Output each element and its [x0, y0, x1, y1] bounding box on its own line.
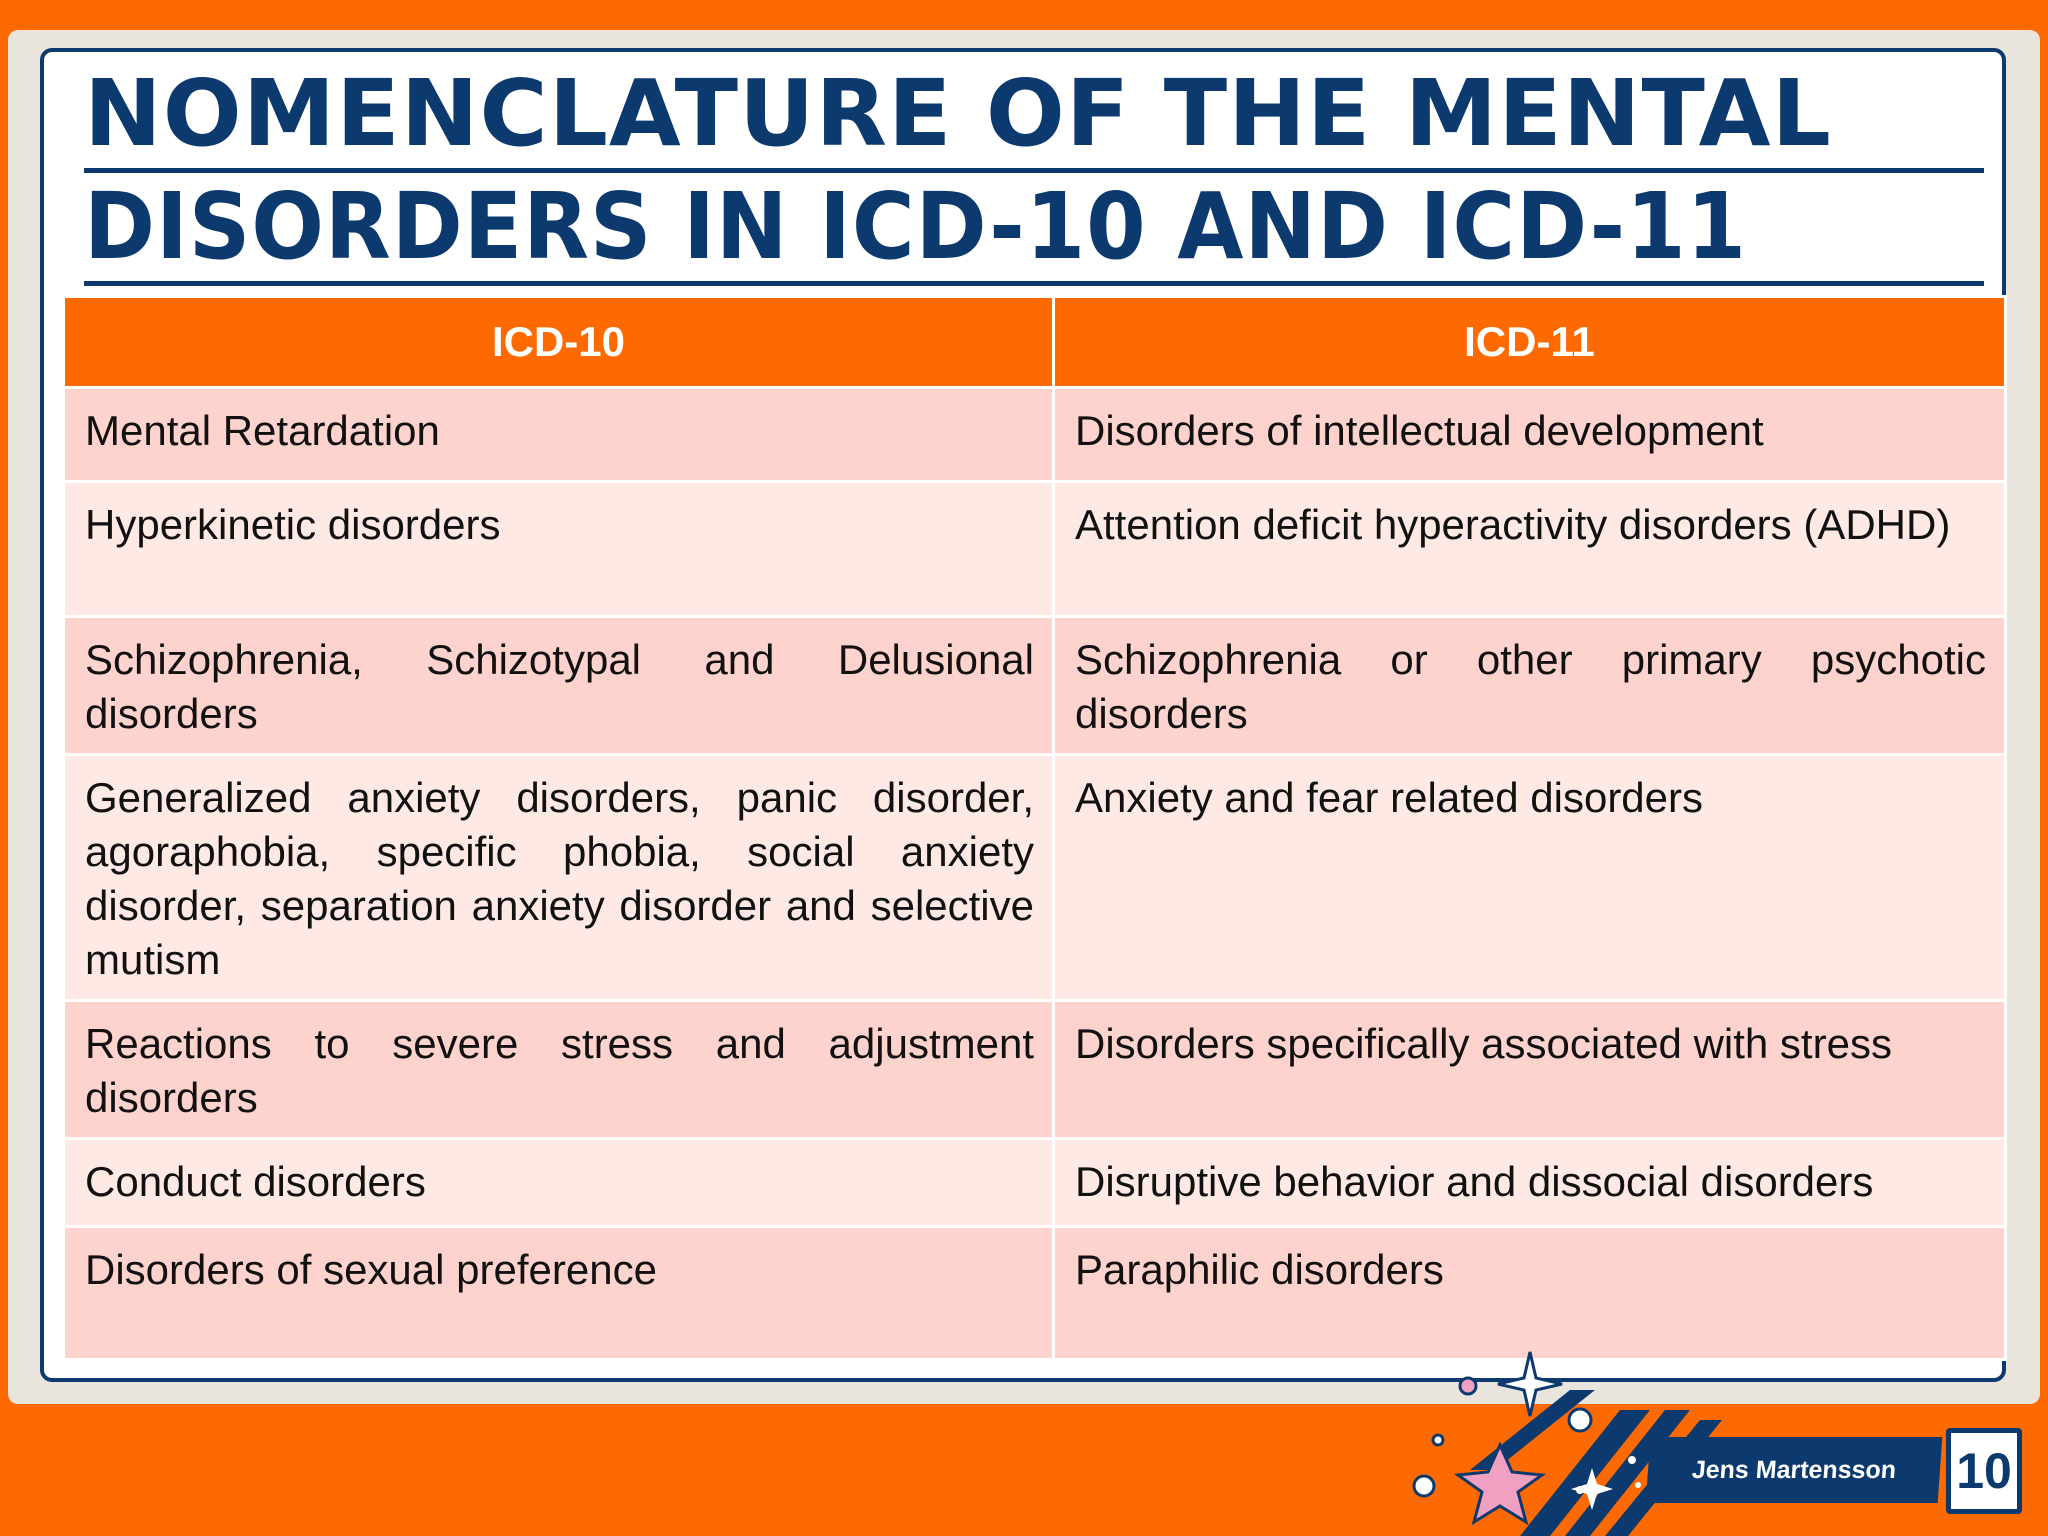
- title-line-1-text: NOMENCLATURE OF THE MENTAL: [84, 60, 1832, 167]
- table-row: [64, 482, 2006, 617]
- page-number: 10: [1956, 1443, 2012, 1499]
- comparison-table: [62, 295, 2007, 1361]
- page-number-badge: [1946, 1428, 2022, 1514]
- table-row: [64, 388, 2006, 482]
- cell-icd10: Reactions to severe stress and adjustment disorders: [64, 1001, 1054, 1139]
- table-row: [64, 1227, 2006, 1360]
- title-line-2: [84, 173, 1984, 286]
- cell-icd11: Attention deficit hyperactivity disorders (ADHD): [1054, 482, 2006, 617]
- star-pink-icon: [1458, 1445, 1542, 1522]
- cell-icd11: Schizophrenia or other primary psychotic disorders: [1054, 617, 2006, 755]
- cell-icd10: Generalized anxiety disorders, panic disorder, agoraphobia, specific phobia, social anxiety disorder, separation anxiety disorder and selective mutism: [64, 755, 1054, 1001]
- cell-icd10: Mental Retardation: [64, 388, 1054, 482]
- table-row: [64, 755, 2006, 1001]
- slide-card: [40, 48, 2006, 1382]
- cell-icd11: Disorders of intellectual development: [1054, 388, 2006, 482]
- table-row: [64, 1001, 2006, 1139]
- cell-icd11: Disruptive behavior and dissocial disorders: [1054, 1139, 2006, 1227]
- table-row: [64, 1139, 2006, 1227]
- table-row: [64, 617, 2006, 755]
- cell-icd11: Disorders specifically associated with stress: [1054, 1001, 2006, 1139]
- cell-icd10: Hyperkinetic disorders: [64, 482, 1054, 617]
- cell-icd10: Conduct disorders: [64, 1139, 1054, 1227]
- cell-icd10: Schizophrenia, Schizotypal and Delusional disorders: [64, 617, 1054, 755]
- slide-title: [84, 60, 1984, 286]
- cell-icd11: Anxiety and fear related disorders: [1054, 755, 2006, 1001]
- header-icd10: ICD-10: [64, 297, 1054, 388]
- author-name: Jens Martensson: [1690, 1456, 1898, 1484]
- cell-icd10: Disorders of sexual preference: [64, 1227, 1054, 1360]
- title-line-1: [84, 60, 1984, 173]
- cell-icd11: Paraphilic disorders: [1054, 1227, 2006, 1360]
- header-icd11: ICD-11: [1054, 297, 2006, 388]
- table-header-row: [64, 297, 2006, 388]
- title-line-2-text: DISORDERS IN ICD-10 AND ICD-11: [84, 173, 1748, 280]
- author-ribbon: [1646, 1437, 1943, 1503]
